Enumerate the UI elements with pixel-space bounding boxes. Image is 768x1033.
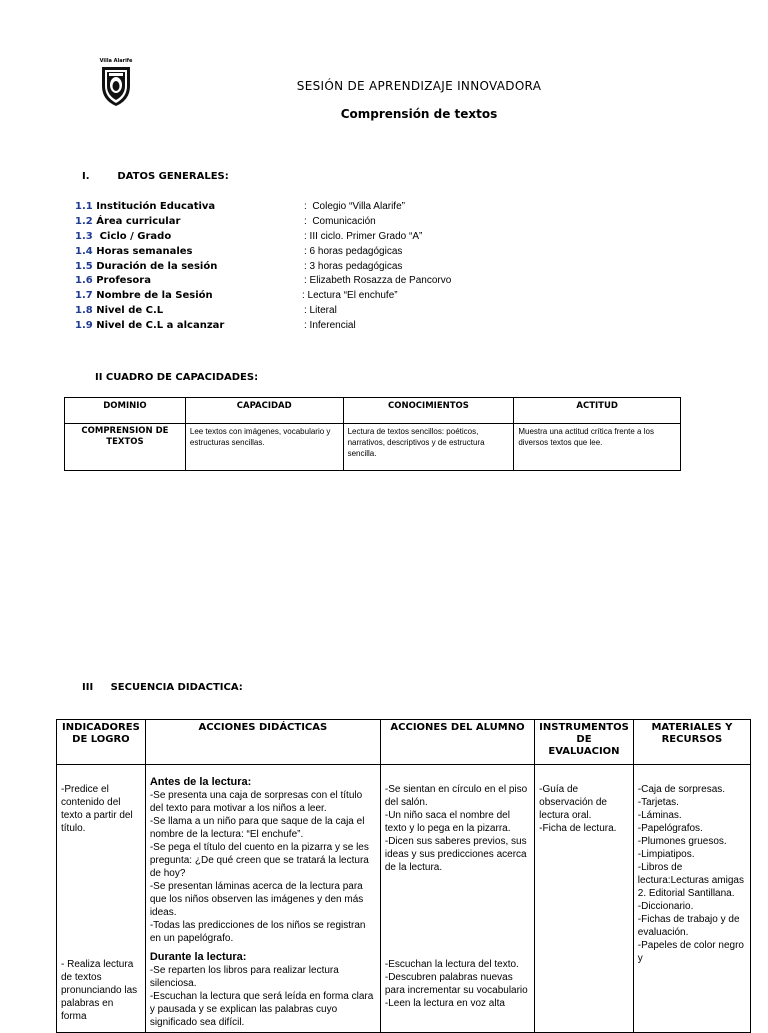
row-value: : Inferencial (304, 320, 356, 331)
phase-antes: Antes de la lectura: (149, 776, 252, 788)
phase-durante: Durante la lectura: (149, 951, 247, 963)
instrumentos-cell (535, 765, 634, 1033)
row-value: : 6 horas pedagógicas (304, 246, 403, 257)
indicator-lectura: - Realiza lectura de textos pronunciando las palabras en forma (61, 959, 138, 1022)
general-row (75, 289, 213, 303)
page-subtitle: Comprensión de textos (340, 107, 498, 121)
actitud-cell: Muestra una actitud crítica frente a los diversos textos que lee. (514, 424, 681, 471)
row-number: 1.3 (75, 231, 93, 242)
student-actions-durante: -Escuchan la lectura del texto. -Descubren palabras nuevas para incrementar su vocabulario -Leen la lectura en voz alta (384, 959, 528, 1009)
row-value: : III ciclo. Primer Grado “A” (304, 231, 423, 242)
acciones-alumno-cell (380, 765, 534, 1033)
capacidad-cell: Lee textos con imágenes, vocabulario y estructuras sencillas. (185, 424, 343, 471)
page-title: SESIÓN DE APRENDIZAJE INNOVADORA (296, 79, 542, 93)
row-number: 1.6 (75, 275, 93, 286)
column-header-conocimientos: CONOCIMIENTOS (343, 398, 514, 424)
row-number: 1.4 (75, 246, 93, 257)
column-header-actitud: ACTITUD (514, 398, 681, 424)
materials-list: -Caja de sorpresas. -Tarjetas. -Láminas. -Papelógrafos. -Plumones gruesos. -Limpiatipos. -Libros de lectura:Lecturas amigas 2. Editorial Santillana. -Diccionario. -Fichas de trabajo y de evaluación. -Papeles de color negro y (637, 784, 744, 964)
general-row (75, 245, 192, 259)
general-row (75, 215, 180, 229)
row-label: Profesora (92, 275, 151, 286)
indicadores-cell (57, 765, 146, 1033)
general-row (75, 260, 217, 274)
row-number: 1.5 (75, 261, 93, 272)
column-header-instrumentos: INSTRUMENTOS DE EVALUACION (535, 720, 634, 765)
row-value: : Lectura “El enchufe” (302, 290, 398, 301)
materiales-cell (633, 765, 750, 1033)
row-number: 1.7 (75, 290, 93, 301)
row-number: 1.1 (75, 201, 93, 212)
dominio-cell: COMPRENSION DE TEXTOS (65, 424, 186, 471)
acciones-didacticas-cell (145, 765, 380, 1033)
row-number: 1.2 (75, 216, 93, 227)
table-header-row (57, 720, 751, 765)
column-header-capacidad: CAPACIDAD (185, 398, 343, 424)
row-value: : Colegio “Villa Alarife” (304, 201, 405, 212)
row-label: Área curricular (92, 216, 181, 227)
row-label: Nivel de C.L a alcanzar (92, 320, 225, 331)
sequence-table (56, 719, 751, 1033)
row-label: Duración de la sesión (92, 261, 218, 272)
table-header-row (65, 398, 681, 424)
row-label: Horas semanales (92, 246, 193, 257)
student-actions-antes: -Se sientan en círculo en el piso del salón. -Un niño saca el nombre del texto y lo pega en la pizarra. -Dicen sus saberes previos, sus ideas y sus predicciones acerca de la lectura. (384, 784, 528, 873)
general-row (75, 319, 224, 333)
section-sequence-heading: III SECUENCIA DIDACTICA: (82, 682, 243, 693)
column-header-acciones-alumno: ACCIONES DEL ALUMNO (380, 720, 534, 765)
column-header-materiales: MATERIALES Y RECURSOS (633, 720, 750, 765)
column-header-acciones-didacticas: ACCIONES DIDÁCTICAS (145, 720, 380, 765)
section-capacities-heading: II CUADRO DE CAPACIDADES: (95, 372, 259, 383)
instruments-list: -Guía de observación de lectura oral. -Ficha de lectura. (539, 784, 617, 834)
section-general-heading: I. DATOS GENERALES: (82, 171, 229, 182)
table-row (65, 424, 681, 471)
general-row (75, 200, 215, 214)
table-row (57, 765, 751, 1033)
general-row (75, 304, 163, 318)
row-value: : 3 horas pedagógicas (304, 261, 403, 272)
column-header-dominio: DOMINIO (65, 398, 186, 424)
indicator-predice: -Predice el contenido del texto a partir del título. (61, 784, 133, 834)
actions-antes: -Se presenta una caja de sorpresas con el título del texto para motivar a los niños a leer. -Se llama a un niño para que saque de la caja el nombre de la lectura: “El enchufe”. -Se pega el título del cuento en la pizarra y se les pregunta: ¿De qué creen que se tratará la lectura de hoy? -Se presentan láminas acerca de la lectura para que los niños observen las imágenes y den más ideas. -Todas las predicciones de los niños se registran en un papelógrafo. (149, 790, 369, 944)
logo-caption: Villa Alarife (99, 58, 133, 64)
row-value: : Comunicación (304, 216, 376, 227)
row-value: : Literal (304, 305, 337, 316)
row-label: Nombre de la Sesión (92, 290, 213, 301)
general-row (75, 230, 171, 244)
capacities-table (64, 397, 681, 471)
row-number: 1.9 (75, 320, 93, 331)
conocimientos-cell: Lectura de textos sencillos: poéticos, narrativos, descriptivos y de estructura sencilla. (343, 424, 514, 471)
general-row (75, 274, 151, 288)
actions-durante: -Se reparten los libros para realizar lectura silenciosa. -Escuchan la lectura que será leída en forma clara y pausada y se explican las palabras cuyo significado sea difícil. (149, 965, 374, 1028)
row-number: 1.8 (75, 305, 93, 316)
row-value: : Elizabeth Rosazza de Pancorvo (304, 275, 452, 286)
row-label: Institución Educativa (92, 201, 216, 212)
row-label: Ciclo / Grado (92, 231, 172, 242)
row-label: Nivel de C.L (92, 305, 164, 316)
column-header-indicadores: INDICADORES DE LOGRO (57, 720, 146, 765)
